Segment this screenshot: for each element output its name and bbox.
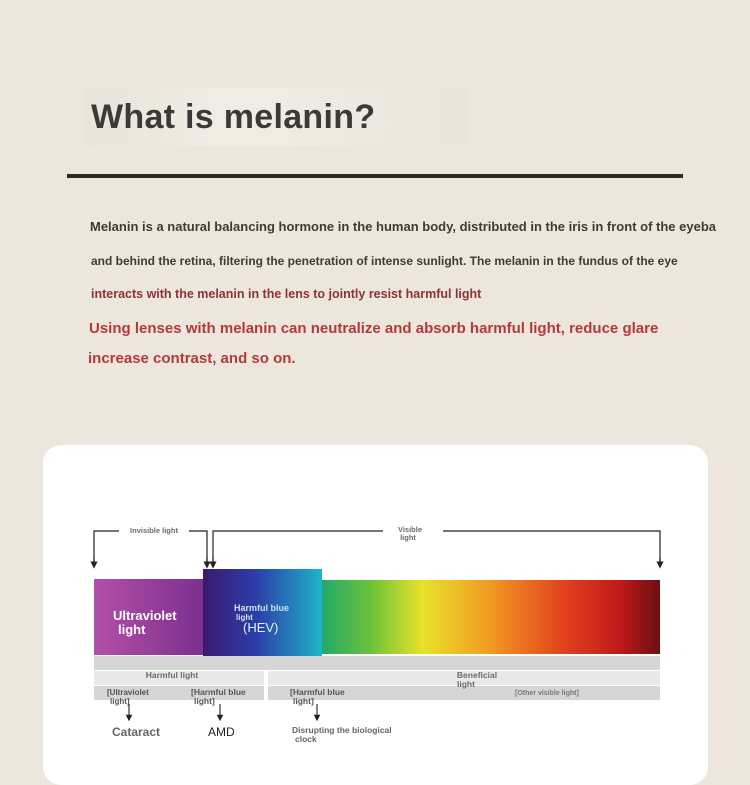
spectrum-card — [43, 445, 708, 785]
visible-light-bracket — [213, 531, 660, 565]
uv-band-label-2: light — [118, 622, 146, 637]
beneficial-light-label-1: Beneficial — [456, 670, 498, 680]
invisible-light-bracket — [94, 531, 207, 565]
beneficial-light-label-2: light — [457, 679, 475, 689]
intro-line-3: interacts with the melanin in the lens to jointly resist harmful light — [91, 287, 482, 301]
blue-bracket2-label-2: light] — [293, 696, 314, 706]
cataract-label: Cataract — [112, 725, 161, 739]
visible-light-label-1: Visible — [397, 525, 423, 534]
hev-band-label-1: Harmful blue — [234, 603, 290, 613]
title-divider — [67, 174, 683, 178]
biological-clock-label-1: Disrupting the biological — [292, 725, 392, 735]
uv-band-label-1: Ultraviolet — [113, 608, 177, 623]
blue-bracket2-label-1: [Harmful blue — [290, 687, 345, 697]
hev-band — [203, 569, 322, 664]
intro-line-1: Melanin is a natural balancing hormone in the human body, distributed in the iris in front of the eyeba — [90, 219, 716, 234]
intro-line-2: and behind the retina, filtering the penetration of intense sunlight. The melanin in the fundus of the eye — [91, 254, 678, 268]
hev-band-label-2: light — [236, 613, 253, 622]
uv-bracket-label-2: light] — [110, 697, 130, 706]
other-visible-light-label: [Other visible light] — [515, 690, 579, 697]
uv-bracket-label-1: [Ultraviolet — [107, 688, 149, 697]
effect-arrows — [129, 704, 317, 718]
highlight-line-2: increase contrast, and so on. — [88, 350, 296, 367]
blue-bracket-label-1: [Harmful blue — [191, 687, 246, 697]
hev-band-label-3: (HEV) — [243, 620, 279, 635]
page-title: What is melanin? — [91, 98, 376, 136]
light-spectrum-diagram — [43, 445, 708, 766]
visible-light-label-2: light — [400, 533, 416, 542]
invisible-light-label: Invisible light — [130, 526, 178, 535]
highlight-line-1: Using lenses with melanin can neutralize and absorb harmful light, reduce glare — [89, 320, 659, 337]
biological-clock-label-2: clock — [295, 734, 317, 744]
blue-bracket-label-2: light] — [194, 696, 215, 706]
classification-bar-top — [94, 656, 660, 670]
visible-spectrum-band — [320, 580, 660, 654]
amd-label: AMD — [208, 725, 235, 739]
harmful-light-label: Harmful light — [145, 670, 199, 680]
